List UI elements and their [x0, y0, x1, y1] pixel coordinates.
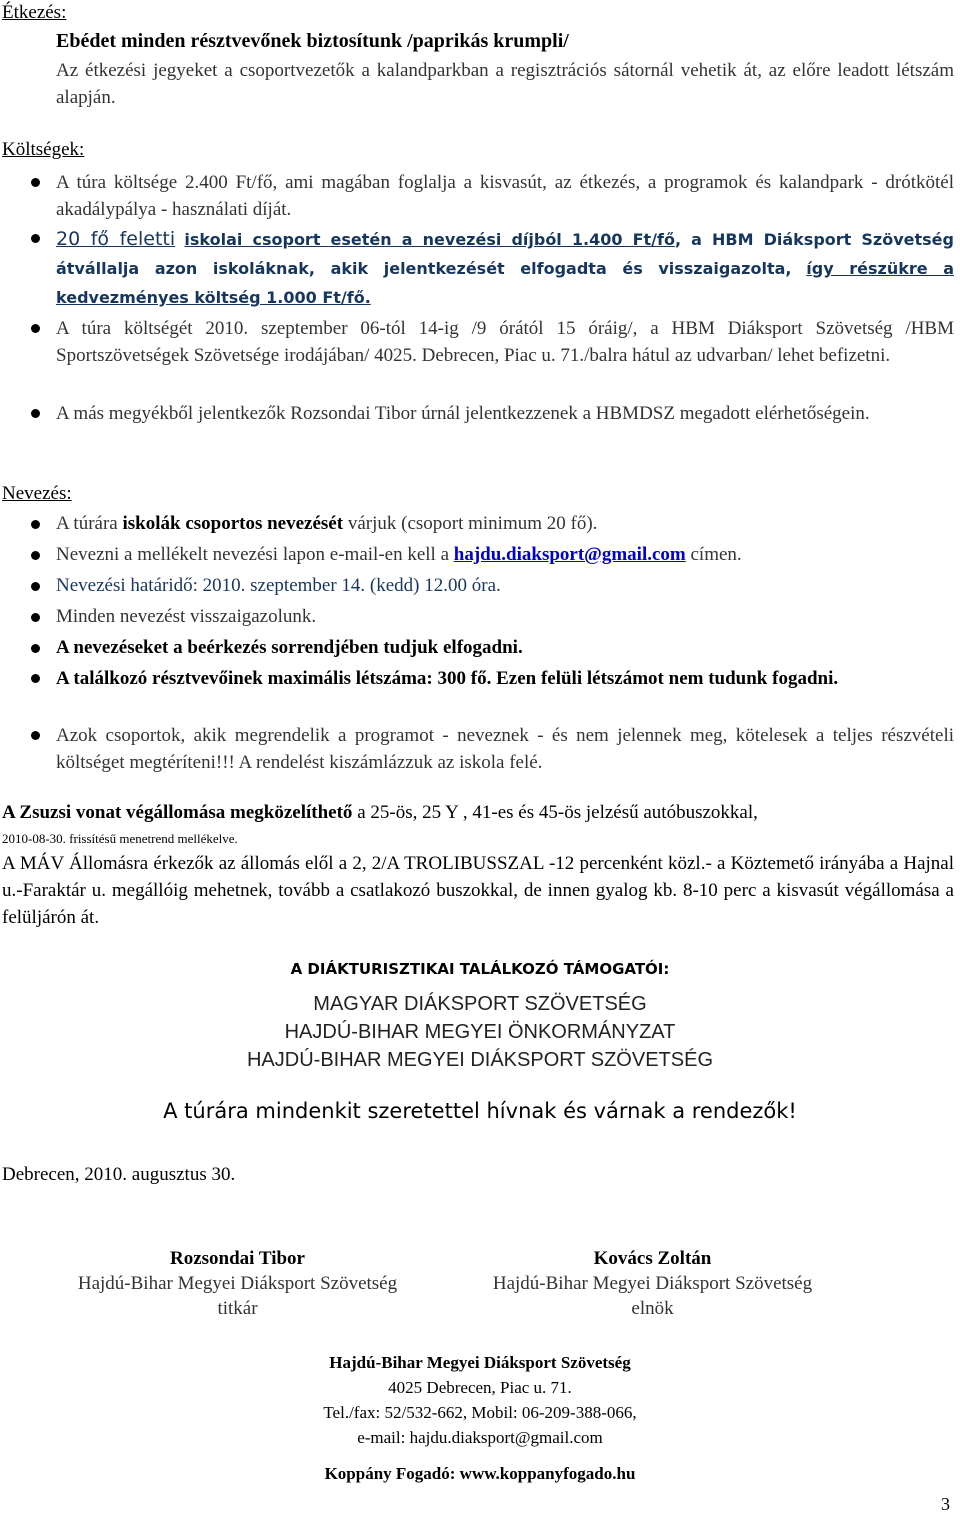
nevezes-item-5-text: A nevezéseket a beérkezés sorrendjében tudjuk elfogadni. — [56, 637, 523, 658]
nevezes-item-6-text: A találkozó résztvevőinek maximális létszáma: 300 fő. Ezen felüli létszámot nem tudunk fogadni. — [56, 668, 839, 689]
koltsegek-item-1-text: A túra költsége 2.400 Ft/fő, ami magában foglalja a kisvasút, az étkezés, a programok és kalandpark - drótkötél akadálypálya - használati díját. — [56, 172, 954, 220]
nevezes-item-1-a: A túrára — [56, 513, 123, 534]
email-link[interactable]: hajdu.diaksport@gmail.com — [453, 544, 686, 565]
etkezes-line-2 — [56, 57, 954, 111]
koltsegek-item-2-text: , a HBM Diáksport Szövetség átvállalja azon iskoláknak, akik jelentkezését elfogadta és visszaigazolta, — [56, 230, 954, 278]
bullet — [31, 178, 40, 187]
nevezes-item-2-c: címen. — [685, 544, 742, 565]
etkezes-line-1: Ebédet minden résztvevőnek biztosítunk /paprikás krumpli/ — [56, 30, 569, 52]
signature-left-org: Hajdú-Bihar Megyei Diáksport Szövetség — [77, 1273, 398, 1294]
sponsor-2: HAJDÚ-BIHAR MEGYEI ÖNKORMÁNYZAT — [284, 1021, 676, 1043]
signature-left-name: Rozsondai Tibor — [170, 1248, 305, 1269]
signature-right — [455, 1246, 850, 1321]
section-heading-nevezes: Nevezés: — [2, 483, 72, 504]
section-heading-etkezes: Étkezés: — [2, 2, 67, 23]
section-heading-koltsegek: Költségek: — [2, 139, 85, 160]
footer-contact — [180, 1350, 780, 1450]
nevezes-item-3 — [56, 573, 954, 599]
footer-venue: Koppány Fogadó: www.koppanyfogado.hu — [324, 1464, 636, 1483]
footer-org: Hajdú-Bihar Megyei Diáksport Szövetség — [329, 1353, 631, 1372]
sponsors-heading: A DIÁKTURISZTIKAI TALÁLKOZÓ TÁMOGATÓI: — [290, 960, 670, 978]
bullet — [31, 644, 40, 653]
nevezes-item-7-text: Azok csoportok, akik megrendelik a programot - neveznek - és nem jelennek meg, kötelesek a teljes részvételi költséget megtéríteni!!! A rendelést kiszámlázzuk az iskola felé. — [56, 725, 954, 773]
bullet — [31, 409, 40, 418]
signature-left-role: titkár — [217, 1298, 258, 1319]
footer-email: e-mail: hajdu.diaksport@gmail.com — [357, 1428, 603, 1447]
nevezes-item-1-b: iskolák csoportos nevezését — [122, 513, 344, 534]
bullet — [31, 582, 40, 591]
signature-right-org: Hajdú-Bihar Megyei Diáksport Szövetség — [492, 1273, 813, 1294]
nevezes-deadline: Nevezési határidő: 2010. szeptember 14. (kedd) 12.00 óra. — [56, 575, 501, 596]
nevezes-item-6 — [56, 665, 954, 692]
koltsegek-item-4-text: A más megyékből jelentkezők Rozsondai Tibor úrnál jelentkezzenek a HBMDSZ megadott elérhetőségein. — [56, 403, 870, 424]
etkezes-line-2-text: Az étkezési jegyeket a csoportvezetők a kalandparkban a regisztrációs sátornál vehetik át, az előre leadott létszám alapján. — [56, 60, 954, 108]
bullet — [31, 324, 40, 333]
bullet — [31, 674, 40, 683]
koltsegek-item-1 — [56, 169, 954, 223]
nevezes-item-2-a: Nevezni a mellékelt nevezési lapon e-mail-en kell a — [56, 544, 454, 565]
transport-line-1-bold: A Zsuzsi vonat végállomása megközelíthető — [2, 802, 353, 823]
sponsors-list — [0, 990, 960, 1074]
nevezes-item-1-c: várjuk (csoport minimum 20 fő). — [343, 513, 598, 534]
signature-right-name: Kovács Zoltán — [593, 1248, 712, 1269]
transport-line-1 — [2, 802, 954, 824]
sponsor-3: HAJDÚ-BIHAR MEGYEI DIÁKSPORT SZÖVETSÉG — [246, 1049, 713, 1071]
bullet — [31, 731, 40, 740]
nevezes-item-2 — [56, 542, 954, 568]
transport-line-3: A MÁV Állomásra érkezők az állomás elől a 2, 2/A TROLIBUSSZAL -12 percenként közl.- a Köztemető irányába a Hajnal u.-Faraktár u. megállóig mehetnek, tovább a csatlakozó buszokkal, de innen gyalog kb. 8-10 perc a kisvasút végállomása a felüljárón át. — [2, 853, 954, 928]
transport-line-1-rest: a 25-ös, 25 Y , 41-es és 45-ös jelzésű autóbuszokkal, — [352, 802, 758, 823]
nevezes-item-1 — [56, 511, 954, 537]
koltsegek-item-3-text: A túra költségét 2010. szeptember 06-tól 14-ig /9 órától 15 óráig/, a HBM Diáksport Szövetség /HBM Sportszövetségek Szövetsége irodájában/ 4025. Debrecen, Piac u. 71./balra hátul az udvarban/ lehet befizetni. — [56, 318, 954, 366]
page-number: 3 — [941, 1494, 950, 1514]
nevezes-item-4-text: Minden nevezést visszaigazolunk. — [56, 606, 317, 627]
koltsegek-item-2 — [56, 225, 954, 312]
koltsegek-item-3 — [56, 315, 954, 369]
invitation-line: A túrára mindenkit szeretettel hívnak és várnak a rendezők! — [163, 1099, 797, 1123]
bullet — [31, 551, 40, 560]
bullet — [31, 613, 40, 622]
footer-phone: Tel./fax: 52/532-662, Mobil: 06-209-388-066, — [323, 1403, 637, 1422]
nevezes-item-5 — [56, 635, 954, 661]
transport-line-2: 2010-08-30. frissítésű menetrend mellékelve. — [2, 831, 238, 846]
bullet — [31, 234, 40, 243]
sponsor-1: MAGYAR DIÁKSPORT SZÖVETSÉG — [313, 993, 647, 1015]
bullet — [31, 520, 40, 529]
nevezes-item-4 — [56, 604, 954, 630]
highlight-discount: iskolai csoport esetén a nevezési díjból 1.400 Ft/fő — [184, 230, 675, 249]
document-date: Debrecen, 2010. augusztus 30. — [2, 1164, 236, 1185]
signature-left — [40, 1246, 435, 1321]
koltsegek-item-4 — [56, 400, 954, 427]
nevezes-item-7 — [56, 722, 954, 776]
signature-right-role: elnök — [631, 1298, 674, 1319]
highlight-20-fo-feletti: 20 fő feletti — [56, 228, 176, 250]
footer-address: 4025 Debrecen, Piac u. 71. — [388, 1378, 572, 1397]
highlight-reduced-cost: így részükre a kedvezményes költség 1.000 Ft/fő. — [56, 259, 955, 307]
